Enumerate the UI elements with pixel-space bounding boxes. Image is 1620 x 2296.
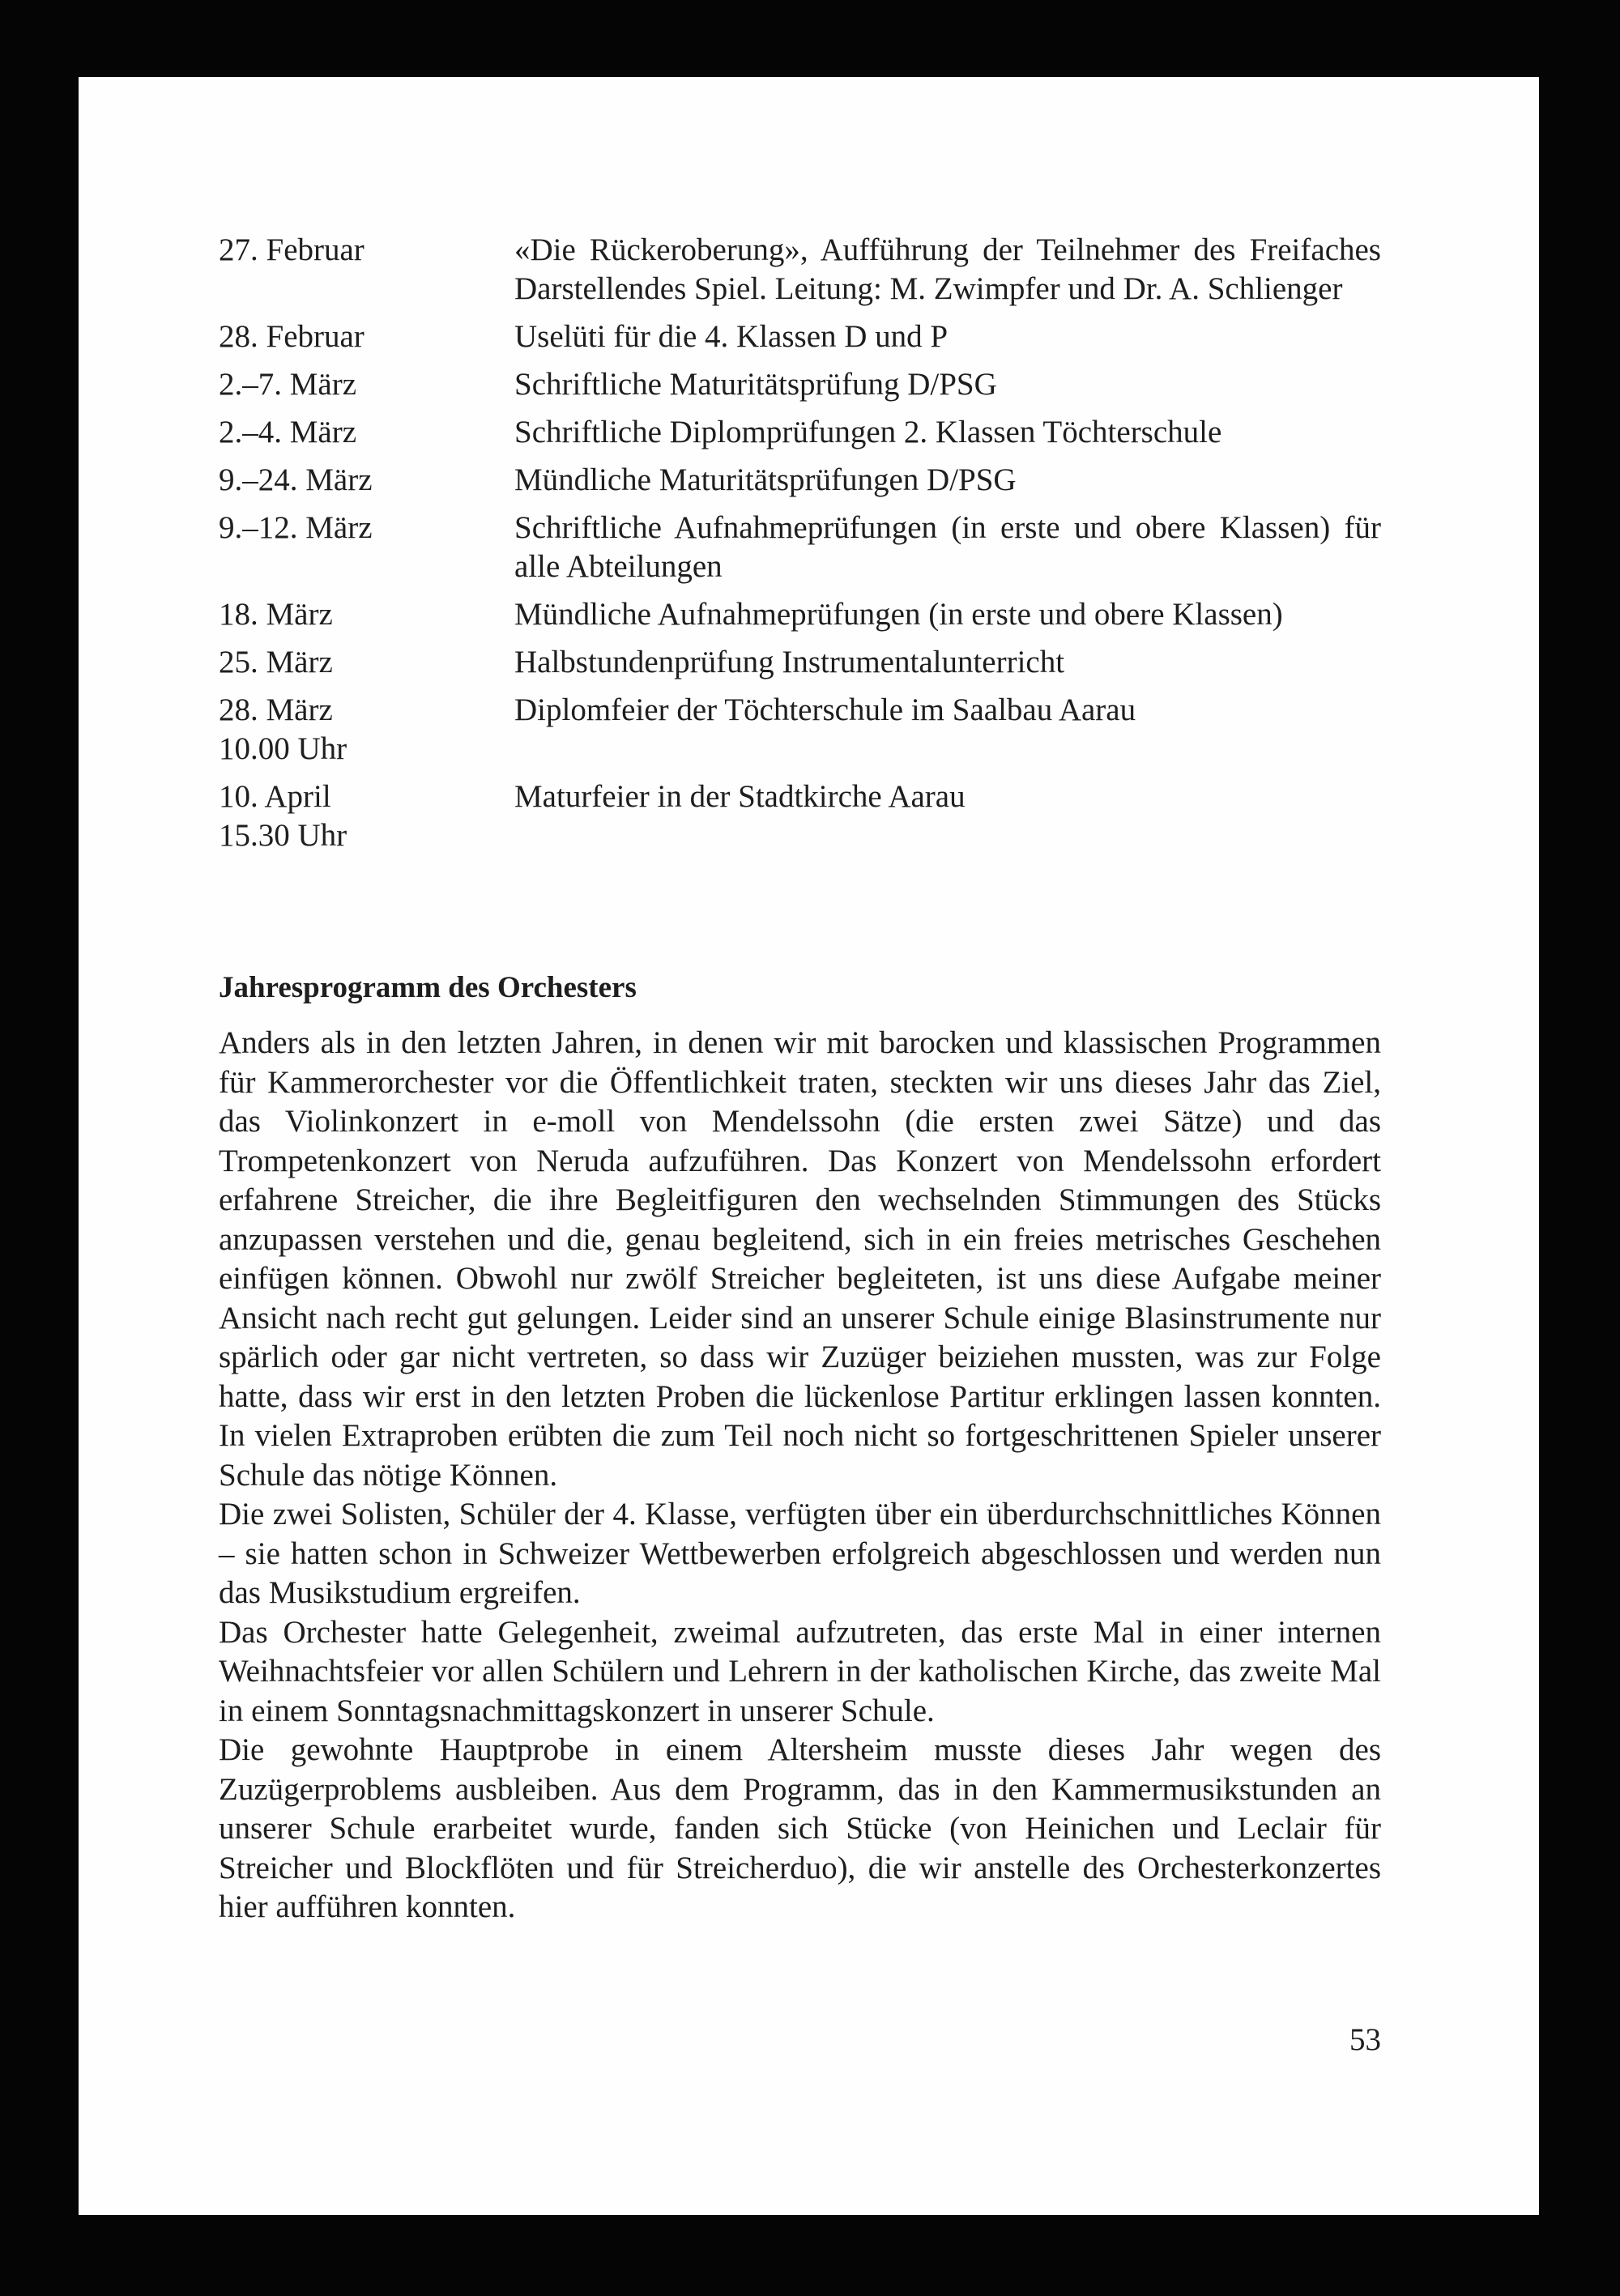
schedule-entry xyxy=(219,231,1381,309)
schedule-date xyxy=(219,777,514,855)
body-paragraph: Das Orchester hatte Gelegenheit, zweimal aufzutreten, das erste Mal in einer internen Weihnachtsfeier vor allen Schülern und Lehrern in der katholischen Kirche, das zweite Mal in einem Sonntagsnachmittagskonzert in unserer Schule. xyxy=(219,1614,1381,1728)
schedule-date xyxy=(219,231,514,270)
schedule-entry xyxy=(219,643,1381,682)
date-line: 9.–24. März xyxy=(219,462,373,497)
date-line: 2.–4. März xyxy=(219,415,357,449)
schedule-date xyxy=(219,691,514,769)
schedule-date xyxy=(219,413,514,452)
schedule-date xyxy=(219,317,514,356)
event-schedule xyxy=(219,231,1381,855)
schedule-entry xyxy=(219,461,1381,500)
schedule-entry xyxy=(219,691,1381,769)
schedule-description: Schriftliche Diplomprüfungen 2. Klassen Töchterschule xyxy=(514,415,1222,449)
schedule-date xyxy=(219,365,514,404)
page-content xyxy=(219,231,1381,1928)
schedule-description: Mündliche Maturitätsprüfungen D/PSG xyxy=(514,462,1017,497)
date-line: 27. Februar xyxy=(219,232,364,267)
body-paragraph: Anders als in den letzten Jahren, in denen wir mit barocken und klassischen Programmen für Kammerorchester vor die Öffentlichkeit traten, steckten wir uns dieses Jahr das Ziel, das Violinkonzert in e-moll von Mendelssohn (die ersten zwei Sätze) und das Trompetenkonzert von Neruda aufzuführen. Das Konzert von Mendelssohn erfordert erfahrene Streicher, die ihre Begleitfiguren den wechselnden Stimmungen des Stücks anzupassen verstehen und die, genau begleitend, sich in ein freies metrisches Geschehen einfügen können. Obwohl nur zwölf Streicher begleiteten, ist uns diese Aufgabe meiner Ansicht nach recht gut gelungen. Leider sind an unserer Schule einige Blasinstrumente nur spärlich oder gar nicht vertreten, so dass wir Zuzüger beiziehen mussten, was zur Folge hatte, dass wir erst in den letzten Proben die lückenlose Partitur erklingen lassen konnten. In vielen Extraproben erübten die zum Teil noch nicht so fortgeschrittenen Spieler unserer Schule das nötige Können. xyxy=(219,1025,1381,1493)
orchestra-section xyxy=(219,969,1381,1928)
schedule-description: Uselüti für die 4. Klassen D und P xyxy=(514,319,949,354)
date-line: 18. März xyxy=(219,597,333,632)
schedule-description: Halbstundenprüfung Instrumentalunterricht xyxy=(514,645,1065,679)
schedule-date xyxy=(219,461,514,500)
body-paragraph: Die zwei Solisten, Schüler der 4. Klasse, verfügten über ein überdurchschnittliches Können – sie hatten schon in Schweizer Wettbewerben erfolgreich abgeschlossen und werden nun das Musikstudium ergreifen. xyxy=(219,1497,1381,1610)
schedule-entry xyxy=(219,365,1381,404)
schedule-description: Schriftliche Aufnahmeprüfungen (in erste und obere Klassen) für alle Abteilungen xyxy=(514,510,1381,584)
section-heading: Jahresprogramm des Orchesters xyxy=(219,971,637,1004)
schedule-description: Mündliche Aufnahmeprüfungen (in erste und obere Klassen) xyxy=(514,597,1283,632)
schedule-entry xyxy=(219,413,1381,452)
body-paragraph: Die gewohnte Hauptprobe in einem Altersheim musste dieses Jahr wegen des Zuzügerproblems ausbleiben. Aus dem Programm, das in den Kammermusikstunden an unserer Schule erarbeitet wurde, fanden sich Stücke (von Heinichen und Leclair für Streicher und Blockflöten und für Streicherduo), die wir anstelle des Orchesterkonzertes hier aufführen konnten. xyxy=(219,1732,1381,1924)
date-line: 25. März xyxy=(219,645,333,679)
time-line: 10.00 Uhr xyxy=(219,731,347,766)
schedule-description: Diplomfeier der Töchterschule im Saalbau Aarau xyxy=(514,692,1136,727)
schedule-description: Maturfeier in der Stadtkirche Aarau xyxy=(514,779,966,814)
schedule-entry xyxy=(219,777,1381,855)
date-line: 9.–12. März xyxy=(219,510,373,545)
schedule-date xyxy=(219,643,514,682)
schedule-date xyxy=(219,595,514,634)
date-line: 2.–7. März xyxy=(219,367,357,402)
date-line: 28. März xyxy=(219,692,333,727)
page-number: 53 xyxy=(1349,2022,1381,2057)
date-line: 10. April xyxy=(219,779,331,814)
schedule-date xyxy=(219,509,514,547)
schedule-entry xyxy=(219,509,1381,586)
document-page xyxy=(79,77,1539,2215)
section-body xyxy=(219,1024,1381,1928)
schedule-description: «Die Rückeroberung», Aufführung der Teilnehmer des Freifaches Darstellendes Spiel. Leitung: M. Zwimpfer und Dr. A. Schlienger xyxy=(514,232,1381,306)
time-line: 15.30 Uhr xyxy=(219,818,347,853)
schedule-entry xyxy=(219,595,1381,634)
date-line: 28. Februar xyxy=(219,319,364,354)
schedule-description: Schriftliche Maturitätsprüfung D/PSG xyxy=(514,367,997,402)
schedule-entry xyxy=(219,317,1381,356)
